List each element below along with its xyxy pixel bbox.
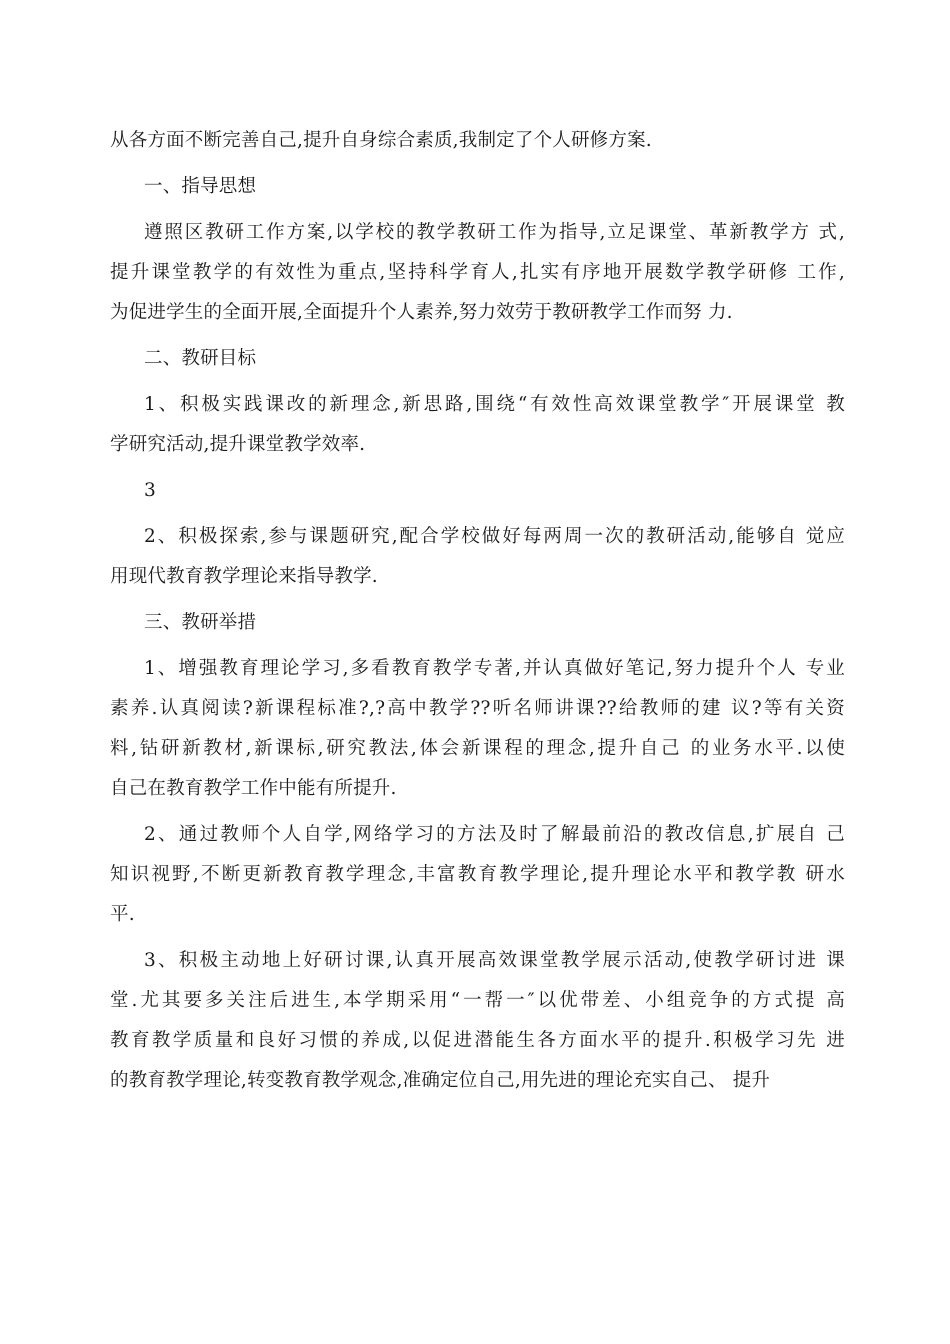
paragraph-line: 1、增强教育理论学习,多看教育教学专著,并认真做好笔记,努力提升个人 专业 bbox=[144, 658, 845, 679]
paragraph-line: 的教育教学理论,转变教育教学观念,准确定位自己,用先进的理论充实自己、 提升 bbox=[110, 1070, 771, 1091]
paragraph-line: 素养.认真阅读?新课程标准?,?高中教学??听名师讲课??给教师的建 议?等有关资 bbox=[110, 698, 845, 719]
paragraph-line: 从各方面不断完善自己,提升自身综合素质,我制定了个人研修方案. bbox=[110, 130, 652, 151]
paragraph-line: 2、积极探索,参与课题研究,配合学校做好每两周一次的教研活动,能够自 觉应 bbox=[144, 526, 845, 547]
paragraph bbox=[110, 517, 845, 597]
paragraph-line: 1、积极实践课改的新理念,新思路,围绕“有效性高效课堂教学″开展课堂 教 bbox=[144, 394, 845, 415]
paragraph bbox=[110, 649, 845, 809]
heading-text: 一、指导思想 bbox=[144, 176, 257, 197]
paragraph bbox=[110, 121, 845, 161]
heading-text: 二、教研目标 bbox=[144, 348, 257, 369]
heading-text: 三、教研举措 bbox=[144, 612, 257, 633]
document-body bbox=[110, 121, 845, 1101]
paragraph-line: 教育教学质量和良好习惯的养成,以促进潜能生各方面水平的提升.积极学习先 进 bbox=[110, 1030, 845, 1051]
paragraph-line: 为促进学生的全面开展,全面提升个人素养,努力效劳于教研教学工作而努 力. bbox=[110, 302, 733, 323]
paragraph-line: 3 bbox=[144, 480, 156, 501]
paragraph-line: 遵照区教研工作方案,以学校的教学教研工作为指导,立足课堂、革新教学方 式, bbox=[144, 222, 845, 243]
paragraph-line: 堂.尤其要多关注后进生,本学期采用“一帮一″以优带差、小组竞争的方式提 高 bbox=[110, 990, 845, 1011]
paragraph bbox=[110, 815, 845, 935]
section-heading bbox=[110, 603, 845, 643]
paragraph bbox=[110, 213, 845, 333]
paragraph-line: 平. bbox=[110, 904, 135, 925]
paragraph-line: 2、通过教师个人自学,网络学习的方法及时了解最前沿的教改信息,扩展自 己 bbox=[144, 824, 845, 845]
section-heading bbox=[110, 339, 845, 379]
paragraph-line: 提升课堂教学的有效性为重点,坚持科学育人,扎实有序地开展数学教学研修 工作, bbox=[110, 262, 845, 283]
paragraph bbox=[110, 471, 845, 511]
paragraph-line: 用现代教育教学理论来指导教学. bbox=[110, 566, 378, 587]
section-heading bbox=[110, 167, 845, 207]
paragraph-line: 知识视野,不断更新教育教学理念,丰富教育教学理论,提升理论水平和教学教 研水 bbox=[110, 864, 845, 885]
paragraph-line: 料,钻研新教材,新课标,研究教法,体会新课程的理念,提升自己 的业务水平.以使 bbox=[110, 738, 845, 759]
paragraph bbox=[110, 385, 845, 465]
paragraph-line: 3、积极主动地上好研讨课,认真开展高效课堂教学展示活动,使教学研讨进 课 bbox=[144, 950, 845, 971]
paragraph-line: 自己在教育教学工作中能有所提升. bbox=[110, 778, 397, 799]
paragraph-line: 学研究活动,提升课堂教学效率. bbox=[110, 434, 366, 455]
paragraph bbox=[110, 941, 845, 1101]
